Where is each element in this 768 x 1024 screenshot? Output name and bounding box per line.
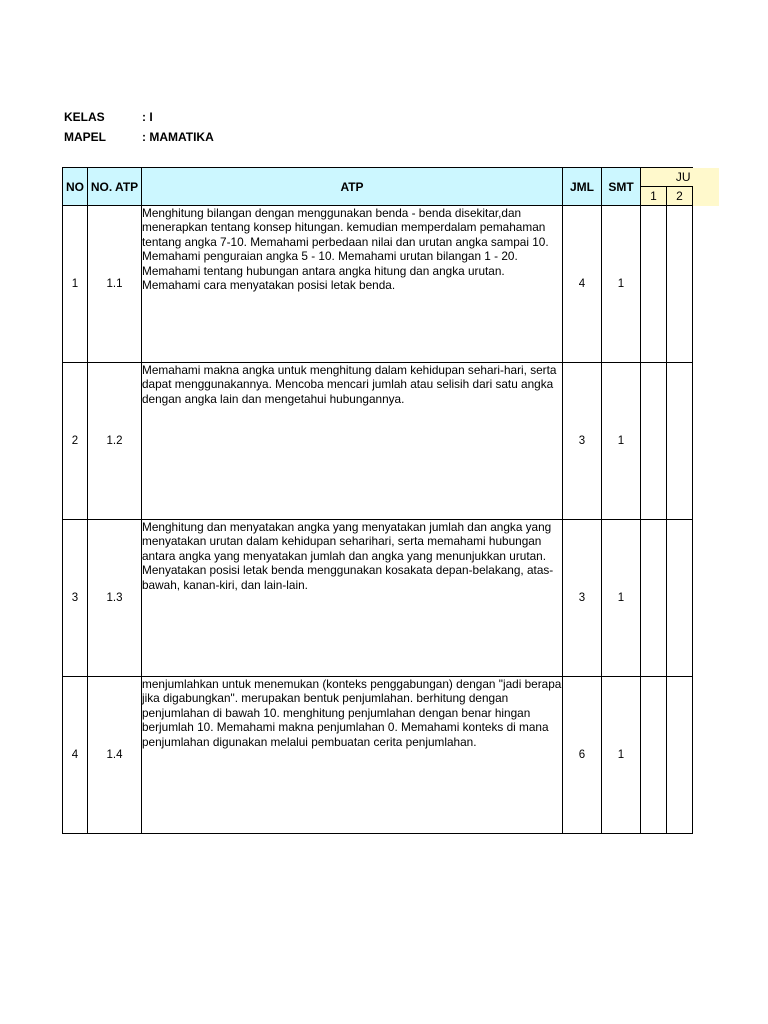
header-no: NO: [63, 168, 88, 206]
header-week-1: 1: [641, 187, 667, 206]
row-no-atp: 1.4: [88, 677, 142, 834]
row-spacer: [693, 677, 719, 834]
row-week-1: [641, 520, 667, 677]
row-jml: 4: [563, 206, 602, 363]
row-week-2: [667, 206, 693, 363]
row-no-atp: 1.1: [88, 206, 142, 363]
table-row: [63, 677, 719, 834]
header-no-atp: NO. ATP: [88, 168, 142, 206]
row-spacer: [693, 363, 719, 520]
row-jml: 3: [563, 363, 602, 520]
row-spacer: [693, 520, 719, 677]
row-jml: 6: [563, 677, 602, 834]
row-atp: menjumlahkan untuk menemukan (konteks penggabungan) dengan "jadi berapa jika digabungkan". merupakan bentuk penjumlahan. berhitung dengan penjumlahan di bawah 10. menghitung penjumlahan dengan benar hingan berjumlah 10. Memahami makna penjumlahan 0. Memahami konteks di mana penjumlahan digunakan melalui pembuatan cerita penjumlahan.: [142, 677, 563, 834]
table-row: [63, 520, 719, 677]
row-week-2: [667, 520, 693, 677]
row-smt: 1: [602, 677, 641, 834]
row-smt: 1: [602, 520, 641, 677]
kelas-value: : I: [142, 110, 153, 124]
row-no-atp: 1.3: [88, 520, 142, 677]
row-smt: 1: [602, 206, 641, 363]
row-spacer: [693, 206, 719, 363]
row-week-1: [641, 677, 667, 834]
row-no: 2: [63, 363, 88, 520]
row-atp: Menghitung dan menyatakan angka yang menyatakan jumlah dan angka yang menyatakan urutan dalam kehidupan seharihari, serta memahami hubungan antara angka yang menyatakan jumlah dan angka yang menunjukkan urutan. Menyatakan posisi letak benda menggunakan kosakata depan-belakang, atas-bawah, kanan-kiri, dan lain-lain.: [142, 520, 563, 677]
row-no-atp: 1.2: [88, 363, 142, 520]
atp-table: [62, 167, 719, 834]
row-week-2: [667, 363, 693, 520]
mapel-value: : MAMATIKA: [142, 130, 214, 144]
row-atp: Menghitung bilangan dengan menggunakan benda - benda disekitar,dan menerapkan tentang konsep hitungan. kemudian memperdalam pemahaman tentang angka 7-10. Memahami perbedaan nilai dan urutan angka sampai 10. Memahami penguraian angka 5 - 10. Memahami urutan bilangan 1 - 20. Memahami tentang hubungan antara angka hitung dan angka urutan. Memahami cara menyatakan posisi letak benda.: [142, 206, 563, 363]
header-week-2: 2: [667, 187, 693, 206]
header-row: [63, 168, 719, 187]
table-row: [63, 363, 719, 520]
row-jml: 3: [563, 520, 602, 677]
header-week-group: JU: [641, 168, 693, 187]
mapel-label: MAPEL: [64, 130, 106, 144]
row-week-2: [667, 677, 693, 834]
header-atp: ATP: [142, 168, 563, 206]
row-week-1: [641, 363, 667, 520]
row-no: 4: [63, 677, 88, 834]
header-jml: JML: [563, 168, 602, 206]
row-smt: 1: [602, 363, 641, 520]
kelas-label: KELAS: [64, 110, 105, 124]
header-smt: SMT: [602, 168, 641, 206]
row-atp: Memahami makna angka untuk menghitung dalam kehidupan sehari-hari, serta dapat menggunakannya. Mencoba mencari jumlah atau selisih dari satu angka dengan angka lain dan mengetahui hubungannya.: [142, 363, 563, 520]
row-no: 3: [63, 520, 88, 677]
row-week-1: [641, 206, 667, 363]
table-row: [63, 206, 719, 363]
row-no: 1: [63, 206, 88, 363]
header-week-extension: [693, 168, 719, 206]
